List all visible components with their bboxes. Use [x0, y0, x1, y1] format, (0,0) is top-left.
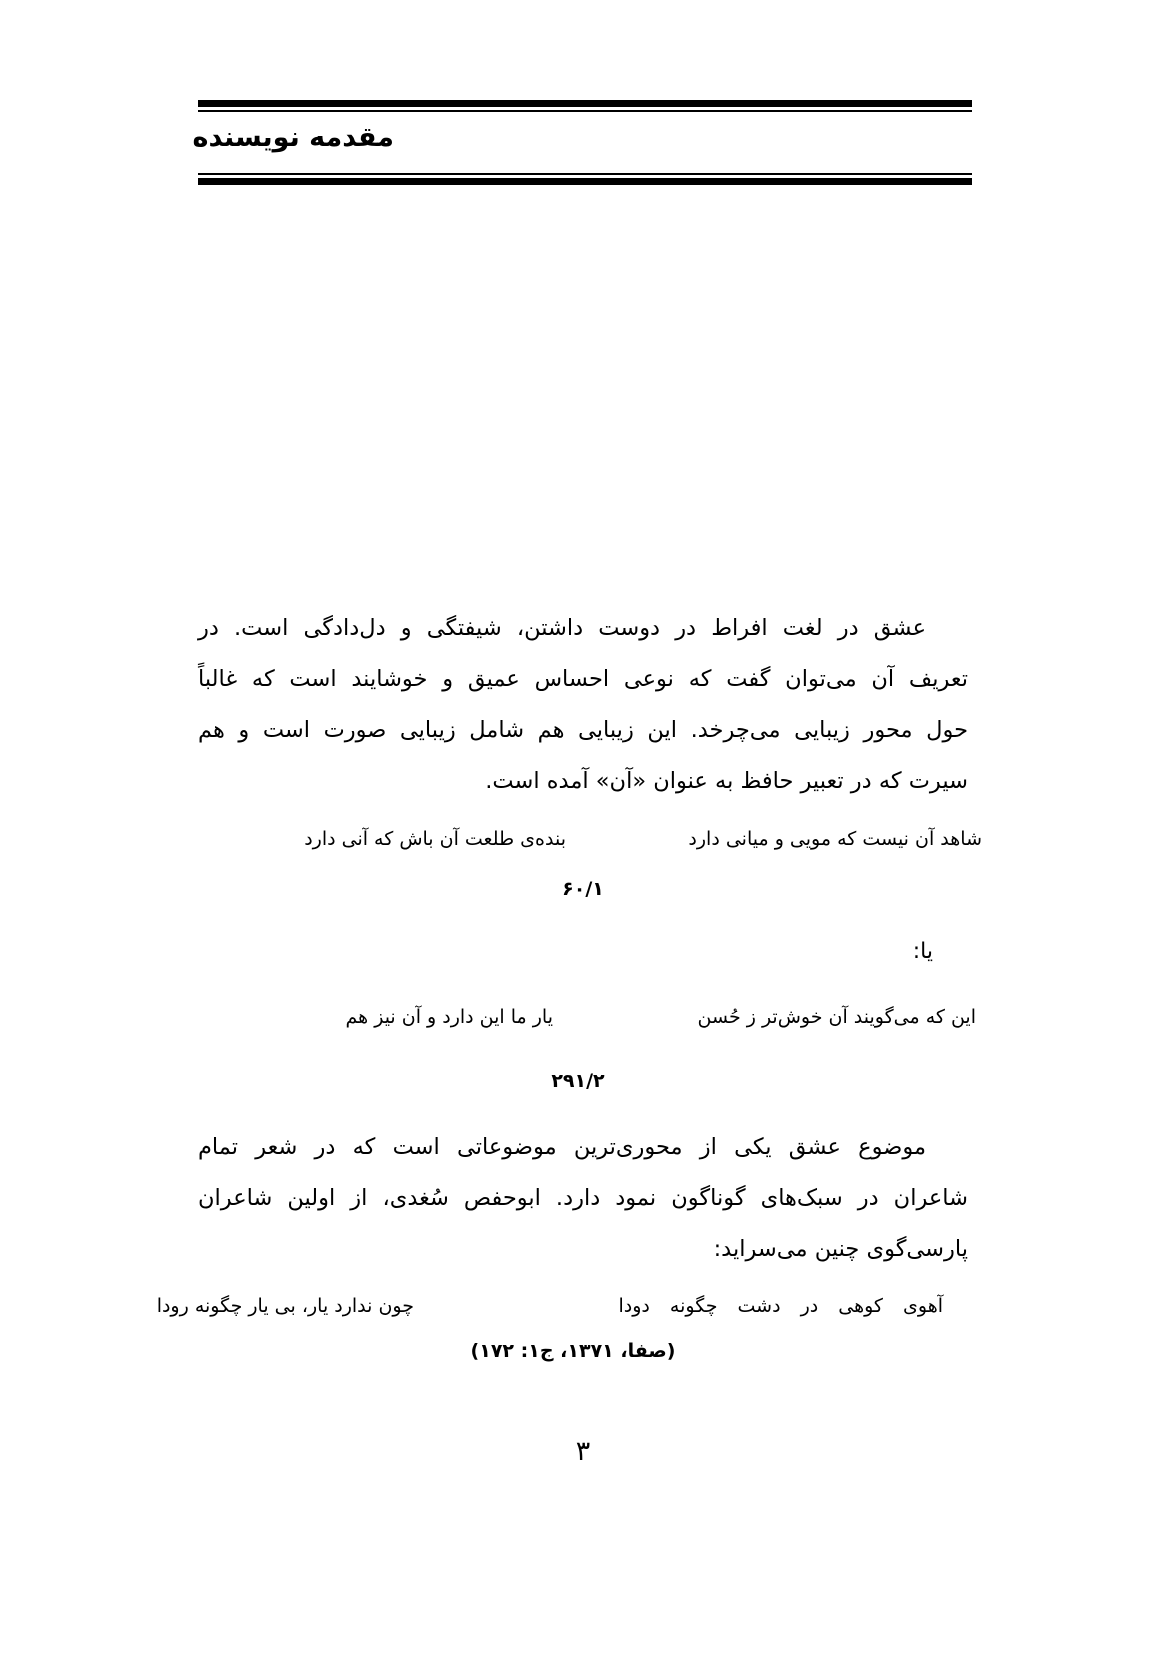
header-bottom-rule-thick: [198, 178, 972, 185]
paragraph-2-line-1: موضوع عشق یکی از محوری‌ترین موضوعاتی است که در شعر تمام: [198, 1134, 926, 1160]
page-number: ۳: [575, 1436, 591, 1467]
chapter-title: مقدمه نویسنده: [192, 122, 394, 153]
verse-3-hemistich-2: چون ندارد یار، بی یار چگونه رودا: [156, 1295, 414, 1317]
verse-2-hemistich-1: این که می‌گویند آن خوش‌تر ز حُسن: [697, 1006, 976, 1028]
paragraph-1: [198, 603, 968, 807]
verse-2-hemistich-2: یار ما این دارد و آن نیز هم: [345, 1006, 553, 1028]
paragraph-2-line-3: پارسی‌گوی چنین می‌سراید:: [713, 1236, 968, 1262]
verse-1-hemistich-2: بنده‌ی طلعت آن باش که آنی دارد: [304, 828, 566, 850]
paragraph-1-line-4: سیرت که در تعبیر حافظ به عنوان «آن» آمده است.: [485, 768, 968, 794]
or-label: یا:: [912, 939, 933, 964]
verse-3-reference: (صفا، ۱۳۷۱، ج۱: ۱۷۲): [470, 1340, 676, 1362]
paragraph-2: [198, 1122, 968, 1275]
verse-3-hemistich-1: آهوی کوهی در دشت چگونه دودا: [618, 1295, 943, 1317]
paragraph-2-line-2: شاعران در سبک‌های گوناگون نمود دارد. ابوحفص سُغدی، از اولین شاعران: [198, 1185, 968, 1211]
verse-1-reference: ۶۰/۱: [562, 878, 604, 900]
verse-2-reference: ۲۹۱/۲: [551, 1070, 605, 1092]
paragraph-1-line-1: عشق در لغت افراط در دوست داشتن، شیفتگی و دل‌دادگی است. در: [198, 615, 926, 641]
header-top-rule-thick: [198, 100, 972, 107]
paragraph-1-line-2: تعریف آن می‌توان گفت که نوعی احساس عمیق و خوشایند است که غالباً: [198, 666, 968, 692]
paragraph-1-line-3: حول محور زیبایی می‌چرخد. این زیبایی هم شامل زیبایی صورت است و هم: [198, 717, 968, 743]
header-bottom-rule-thin: [198, 173, 972, 175]
header-top-rule-thin: [198, 110, 972, 112]
verse-1-hemistich-1: شاهد آن نیست که مویی و میانی دارد: [688, 828, 982, 850]
